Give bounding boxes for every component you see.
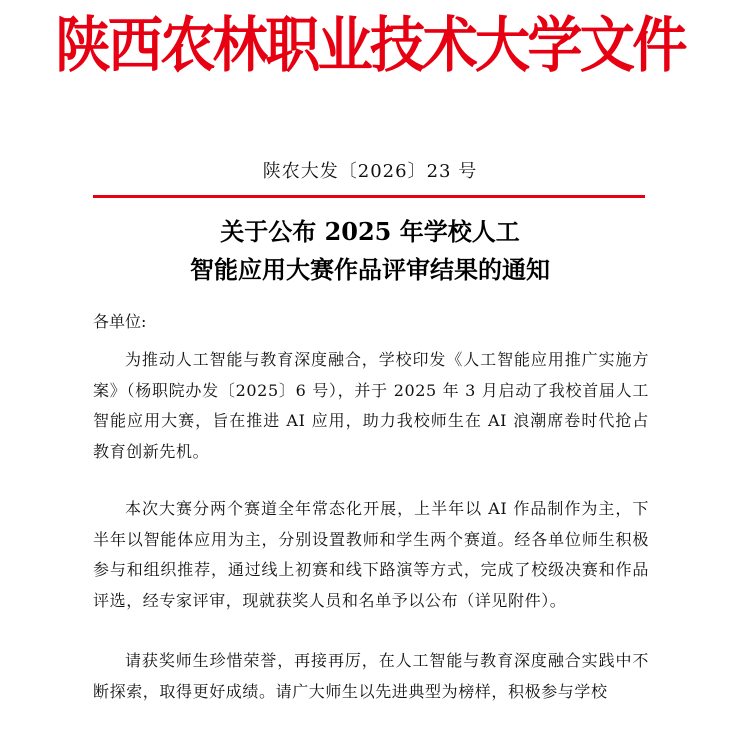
body-paragraph-3: 请获奖师生珍惜荣誉，再接再厉，在人工智能与教育深度融合实践中不断探索，取得更好成绩。请广大师生以先进典型为榜样，积极参与学校 xyxy=(93,651,649,701)
body-paragraph-2: 本次大赛分两个赛道全年常态化开展，上半年以 AI 作品制作为主，下半年以智能体应用为主，分别设置教师和学生两个赛道。经各单位师生积极参与和组织推荐，通过线上初赛和线下路演等方式，完成了校级决赛和作品评选，经专家评审，现就获奖人员和名单予以公布（详见附件）。 xyxy=(93,499,649,610)
document-number: 陕农大发〔2026〕23 号 xyxy=(262,161,478,182)
document-masthead: 陕西农林职业技术大学文件 xyxy=(55,11,685,81)
salutation: 各单位: xyxy=(93,312,147,331)
body-paragraph-1: 为推动人工智能与教育深度融合，学校印发《人工智能应用推广实施方案》（杨职院办发〔2025〕6 号），并于 2025 年 3 月启动了我校首届人工智能应用大赛，旨在推进 AI 应用，助力我校师生在 AI 浪潮席卷时代抢占教育创新先机。 xyxy=(93,350,649,461)
red-separator-line xyxy=(93,195,645,198)
notice-title-line-2: 智能应用大赛作品评审结果的通知 xyxy=(190,255,550,284)
notice-title-line-1: 关于公布 2025 年学校人工 xyxy=(220,217,520,246)
